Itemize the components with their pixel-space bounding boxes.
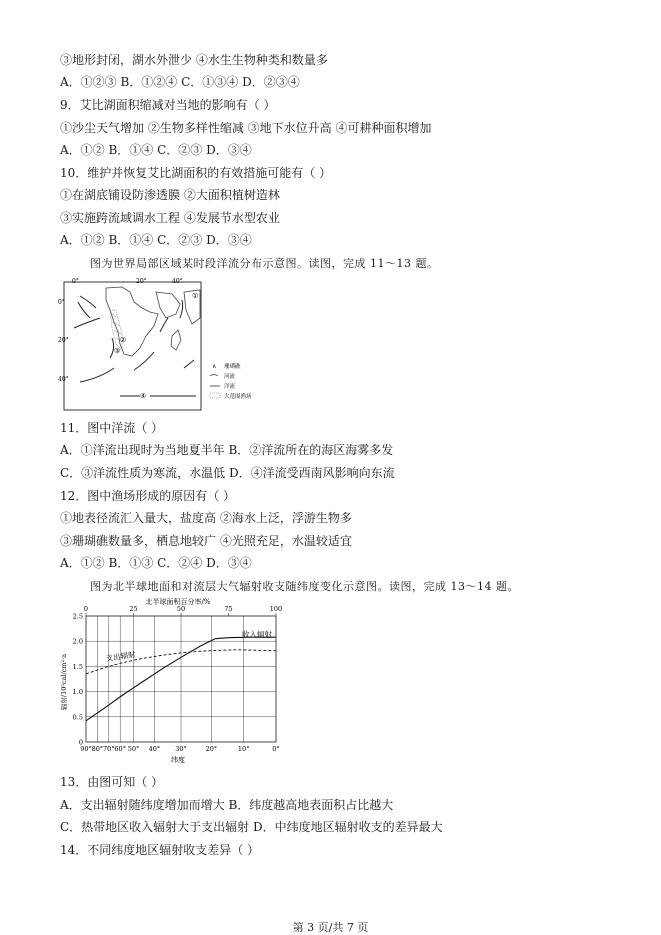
series-income-label: 收入辐射 — [242, 630, 272, 639]
q12-stem: 12．图中渔场形成的原因有（ ） — [60, 489, 236, 503]
q12-options-2: ③珊瑚礁数量多，栖息地较广 ④光照充足，水温较适宜 — [60, 534, 352, 548]
q11-options-cd: C．③洋流性质为寒流，水温低 D．④洋流受西南风影响向东流 — [60, 466, 395, 480]
legend-coral-symbol: ∧ — [212, 363, 217, 370]
x-tick-label: 30° — [175, 745, 187, 753]
q13-options-ab: A．支出辐射随纬度增加而增大 B．纬度越高地表面积占比越大 — [60, 798, 394, 812]
legend-current: 洋流 — [224, 384, 236, 390]
legend-fishing: 大范围渔场 — [224, 394, 252, 400]
q10-options-1: ①在湖底铺设防渗透膜 ②大面积植树造林 — [60, 188, 280, 202]
ocean-current-map — [60, 278, 320, 412]
map-legend — [210, 362, 252, 400]
top-tick-label: 50 — [176, 605, 186, 613]
x-tick-label: 50° — [127, 745, 140, 753]
map-lat-label: 20° — [58, 337, 69, 344]
top-tick-label: 0 — [83, 605, 89, 613]
top-axis-ticks — [84, 605, 282, 616]
current-number-3: ③ — [114, 347, 121, 355]
legend-river-symbol — [210, 375, 218, 377]
x-axis-ticks — [80, 745, 279, 753]
x-tick-label: 40° — [148, 745, 161, 753]
current-number-1: ① — [192, 292, 199, 300]
y-tick-label: 0.5 — [72, 713, 83, 722]
q13-stem: 13．由图可知（ ） — [60, 775, 164, 789]
intro-13-14: 图为北半球地面和对流层大气辐射收支随纬度变化示意图。读图，完成 13～14 题。 — [90, 580, 519, 593]
x-tick-label: 70° — [103, 745, 115, 753]
y-axis-ticks — [73, 613, 83, 747]
map-lon-label: 20° — [136, 278, 147, 285]
q9-options: ①沙尘天气增加 ②生物多样性缩减 ③地下水位升高 ④可耕种面积增加 — [60, 121, 432, 135]
current-number-4: ④ — [140, 392, 147, 400]
x-tick-label: 60° — [114, 745, 126, 753]
y-axis-label: 辐射/10⁵cal/cm²·a — [60, 653, 68, 711]
x-tick-label: 90° — [80, 745, 92, 753]
y-tick-label: 0 — [78, 738, 83, 747]
map-lat-label: 0° — [58, 299, 65, 306]
q10-stem: 10．维护并恢复艾比湖面积的有效措施可能有（ ） — [60, 166, 332, 180]
q12-answer-choices: A．①② B．①③ C．②④ D．③④ — [60, 556, 252, 570]
y-tick-label: 2.0 — [72, 637, 83, 646]
top-tick-label: 25 — [129, 605, 138, 613]
map-lat-label: 40° — [58, 376, 69, 383]
legend-coral: 珊瑚礁 — [224, 364, 241, 370]
x-tick-label: 20° — [205, 745, 218, 753]
q10-answer-choices: A．①② B．①④ C．②③ D．③④ — [60, 233, 252, 247]
x-tick-label: 10° — [237, 745, 250, 753]
x-tick-label: 0° — [272, 745, 280, 753]
q12-options-1: ①地表径流汇入量大，盐度高 ②海水上泛，浮游生物多 — [60, 511, 352, 525]
q14-stem: 14．不同纬度地区辐射收支差异（ ） — [60, 843, 260, 857]
current-number-2: ② — [120, 336, 127, 344]
q9-answer-choices: A．①② B．①④ C．②③ D．③④ — [60, 143, 252, 157]
page-footer: 第 3 页/共 7 页 — [292, 921, 369, 934]
y-tick-label: 1.0 — [72, 688, 83, 697]
q8-option-line: ③地形封闭，湖水外泄少 ④水生生物种类和数量多 — [60, 53, 328, 67]
top-tick-label: 100 — [269, 605, 283, 613]
top-tick-label: 75 — [224, 605, 233, 613]
intro-11-13: 图为世界局部区域某时段洋流分布示意图。读图，完成 11～13 题。 — [90, 257, 439, 270]
y-tick-label: 1.5 — [72, 662, 83, 671]
q13-options-cd: C．热带地区收入辐射大于支出辐射 D．中纬度地区辐射收支的差异最大 — [60, 820, 443, 834]
chart-title: 北半球面积百分率/% — [145, 598, 211, 606]
series-outgo-label: 支出辐射 — [105, 649, 136, 663]
q11-options-ab: A．①洋流出现时为当地夏半年 B．②洋流所在的海区海雾多发 — [60, 443, 394, 457]
y-tick-label: 2.5 — [72, 612, 83, 621]
q10-options-2: ③实施跨流域调水工程 ④发展节水型农业 — [60, 211, 280, 225]
map-lon-label: 40° — [172, 278, 183, 285]
q8-answer-choices: A．①②③ B．①②④ C．①③④ D．②③④ — [60, 75, 300, 89]
map-lon-label: 0° — [72, 278, 79, 285]
x-axis-label: 纬度 — [171, 756, 185, 764]
radiation-chart — [58, 596, 294, 764]
x-tick-label: 80° — [91, 745, 104, 753]
legend-river: 河流 — [224, 374, 236, 380]
legend-fishing-symbol — [210, 393, 220, 398]
q9-stem: 9．艾比湖面积缩减对当地的影响有（ ） — [60, 98, 276, 112]
q11-stem: 11．图中洋流（ ） — [60, 421, 164, 435]
